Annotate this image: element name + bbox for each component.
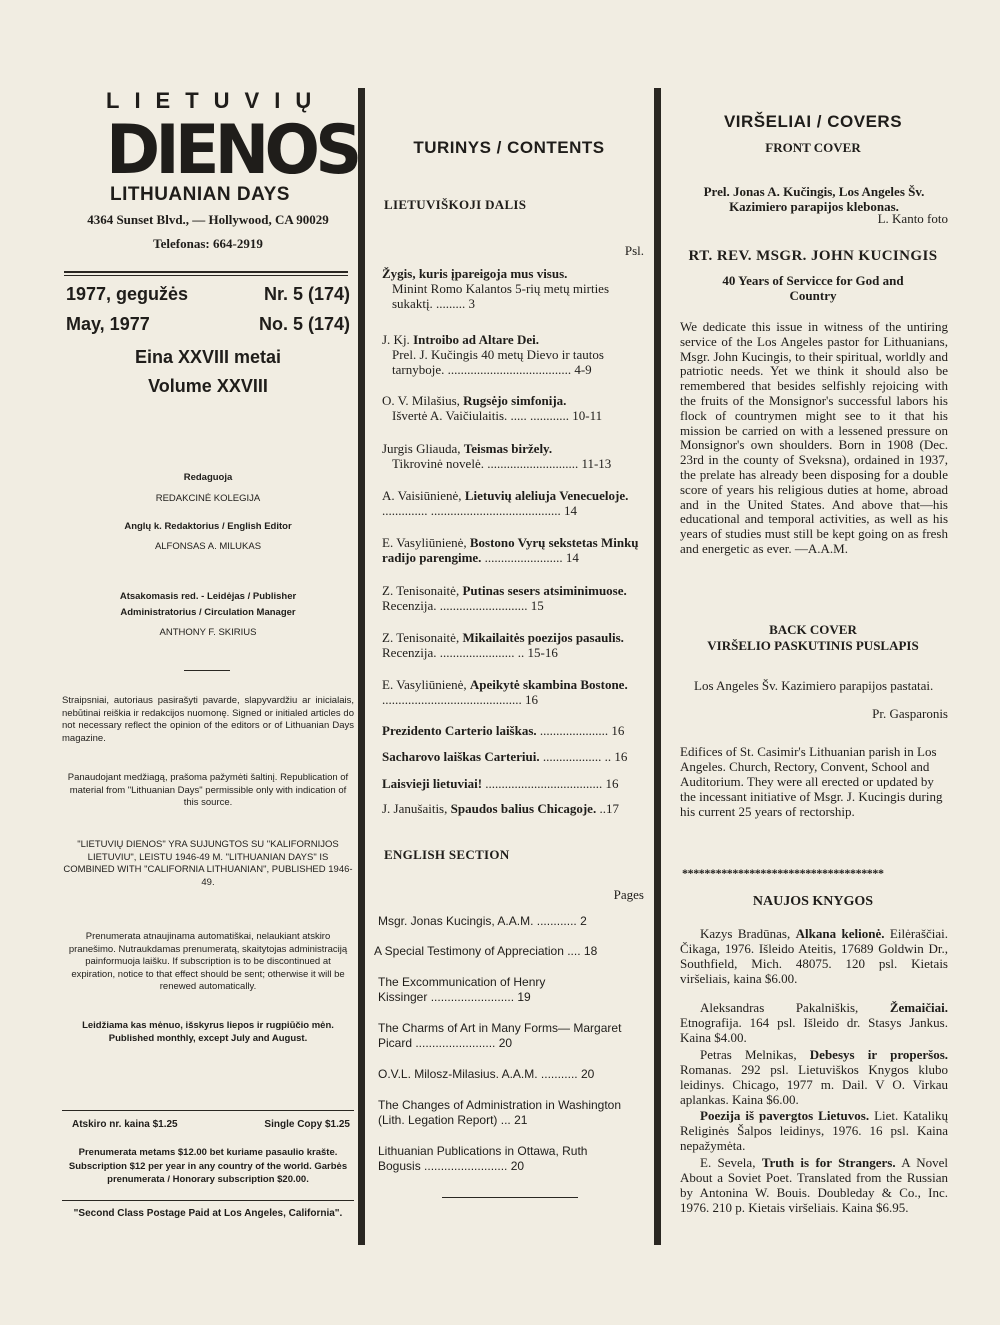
masthead-subtitle: LITHUANIAN DAYS [110,184,290,205]
toc-en-item: A Special Testimony of Appreciation .... 18 [374,944,598,958]
toc-item-desc: ........................................... 16 [382,692,538,707]
toc-item-title: Lietuvių aleliuja Venecueloje. [464,488,629,503]
toc-item [382,266,640,311]
toc-item-title: Spaudos balius Chicagoje. [450,801,597,816]
covers-title: VIRŠELIAI / COVERS [723,112,903,131]
toc-item [382,776,640,791]
toc-item-author: E. Vasyliūnienė, [382,535,467,550]
issue-rule [64,275,348,276]
back-cover-credit: Pr. Gasparonis [872,706,948,721]
english-editor-label: Anglų k. Redaktorius / English Editor [124,521,292,532]
front-cover-caption: Prel. Jonas A. Kučingis, Los Angeles Šv. Kazimiero parapijos klebonas. [703,184,925,214]
book-title: Žemaičiai. [889,1000,948,1015]
divider [442,1197,578,1198]
issue-row-en [66,314,350,335]
book-title: Truth is for Strangers. [761,1155,896,1170]
price-rule-bottom [62,1200,354,1201]
toc-item-desc: Išvertė A. Vaičiulaitis. ..... ............ 10-11 [392,408,603,423]
book-item [680,1047,948,1107]
back-cover-label: BACK COVER [769,622,857,637]
publisher-value: ANTHONY F. SKIRIUS [159,627,257,638]
toc-item-author: J. Kj. [382,332,410,347]
toc-item-author: J. Janušaitis, [382,801,448,816]
book-author: Aleksandras Pakalniškis, [700,1000,859,1015]
toc-item [382,441,640,471]
annual-subscription: Prenumerata metams $12.00 bet kuriame pasaulio krašte. Subscription $12 per year in any country of the world. Garbės prenumerata / Honorary subscription $20.00. [68,1147,348,1185]
book-details: Etnografija. 164 psl. Išleido dr. Stasys Jankus. Kaina $4.00. [680,1015,948,1045]
en-section-heading: ENGLISH SECTION [384,847,510,862]
book-details: Liet. Katalikų Religinės Šalpos leidinys, 1976. 16 psl. Kaina nepažymėta. [680,1108,949,1153]
toc-en-item: Msgr. Jonas Kucingis, A.A.M. ............ 2 [378,914,587,928]
book-author: Petras Melnikas, [700,1047,797,1062]
toc-en-item: The Changes of Administration in Washington (Lith. Legation Report) ... 21 [378,1098,622,1127]
toc-item-author: O. V. Milašius, [382,393,460,408]
circulation-label: Administratorius / Circulation Manager [120,607,296,618]
new-books-title: NAUJOS KNYGOS [752,894,874,909]
edited-label: Redaguoja [183,472,233,483]
toc-item [382,630,640,660]
toc-en-item: Lithuanian Publications in Ottawa, Ruth Bogusis ......................... 20 [378,1144,588,1173]
notice-republication: Panaudojant medžiagą, prašoma pažymėti šaltinį. Republication of material from "Lithuanian Days" permissible only with indication of this source. [67,772,349,809]
toc-item-author: Jurgis Gliauda, [382,441,461,456]
toc-item-desc: Minint Romo Kalantos 5-rių metų mirties sukaktį. ......... 3 [392,281,610,311]
issue-date-en: May, 1977 [66,314,150,334]
masthead-phone: Telefonas: 664-2919 [153,236,263,251]
notice-combined: "LIETUVIŲ DIENOS" YRA SUJUNGTOS SU "KALIFORNIJOS LIETUVIU", LEISTU 1946-49 M. "LITHUANIAN DAYS" IS COMBINED WITH "CALIFORNIA LITHUANIAN", PUBLISHED 1946-49. [63,839,353,888]
book-title: Poezija iš pavergtos Lietuvos. [700,1108,870,1123]
toc-item-desc: ........................ 14 [484,550,579,565]
article-subhead: 40 Years of Servicce for God and Country [722,273,904,303]
book-item [680,926,948,986]
masthead-top: LIETUVIŲ [106,88,327,113]
front-cover-label: FRONT COVER [765,140,861,155]
price-rule-top [62,1110,354,1111]
single-copy-lt: Atskiro nr. kaina $1.25 [72,1119,178,1130]
star-divider: ************************************ [682,866,884,880]
notice-monthly: Leidžiama kas mėnuo, išskyrus liepos ir rugpiūčio mėn. Published monthly, except July and August. [82,1020,334,1044]
article-body: We dedicate this issue in witness of the untiring service of the Los Angeles pastor for Lithuanians, Msgr. John Kucingis, to their spiritual, worldly and patriotic needs. Yet we think it should also be remembered that besides selfishly rejoicing with the fruits of the Monsignor's successful labors his flock of countrymen might see to it that his mission be carried on with a lessened pressure on Monsignor's own shoulders. Born in 1908 (Dec. 23rd in the county of Sveksna), ordained in 1937, the prelate has already been disposing for a double score of years his religious duties at home, abroad and in the United States. And above that—his educational and temporal activities, as well as his years of studies must still be kept going on as fresh and energetic as ever. —A.A.M. [680,319,948,556]
masthead-title: DIENOS [106,111,358,190]
single-copy-en: Single Copy $1.25 [264,1119,350,1130]
toc-item-title: Apeikytė skambina Bostone. [469,677,628,692]
toc-item-title: Laisvieji lietuviai! [382,776,483,791]
front-cover-credit: L. Kanto foto [877,211,948,226]
issue-number-lt: Nr. 5 (174) [263,284,350,304]
english-editor-value: ALFONSAS A. MILUKAS [154,541,262,552]
toc-item-desc: Tikrovinė novelė. ............................ 11-13 [392,456,612,471]
toc-item-title: Teismas biržely. [463,441,553,456]
book-details: A Novel About a Soviet Poet. Translated from the Russian by Antonina W. Bouis. Doubleday & Co., Inc. 1976. 210 p. Kietais viršeliais. Kaina $6.95. [680,1155,949,1215]
toc-item [382,535,640,565]
issue-volume-lt: Eina XXVIII metai [134,347,282,367]
article-headline: RT. REV. MSGR. JOHN KUCINGIS [688,248,938,264]
lt-pages-label: Psl. [624,243,644,258]
toc-en-item: O.V.L. Milosz-Milasius. A.A.M. ........... 20 [378,1067,595,1081]
toc-item-desc: Recenzija. ........................... 15 [382,598,544,613]
book-details: Romanas. 292 psl. Lietuviškos Knygos klubo leidinys. Chicago, 1977 m. Dail. V O. Virkau aplankas. Kaina $6.00. [680,1062,948,1107]
toc-item-author: E. Vasyliūnienė, [382,677,467,692]
column-rule-right [654,88,661,1245]
toc-item-author: A. Vaisiūnienė, [382,488,462,503]
toc-item [382,393,640,423]
toc-item-desc: ..17 [599,801,619,816]
toc-item [382,677,640,707]
postage-note: "Second Class Postage Paid at Los Angeles, California". [73,1208,343,1219]
lt-section-heading: LIETUVIŠKOJI DALIS [384,197,527,212]
book-item [680,1000,948,1045]
toc-item-title: Žygis, kuris įpareigoja mus visus. [382,266,568,281]
issue-number-en: No. 5 (174) [258,314,350,334]
toc-item-title: Bostono Vyrų sekstetas Minkų radijo parengime. [382,535,639,565]
toc-item-desc: .............. ........................................ 14 [382,503,577,518]
edited-value: REDAKCINĖ KOLEGIJA [155,493,261,504]
toc-en-item: The Charms of Art in Many Forms— Margaret Picard ........................ 20 [378,1021,622,1050]
toc-item [382,723,640,738]
toc-item-desc: Recenzija. ....................... .. 15-16 [382,645,558,660]
issue-volume-en: Volume XXVIII [148,376,268,396]
toc-item [382,583,640,613]
single-copy-row [72,1119,350,1130]
toc-item-title: Rugsėjo simfonija. [463,393,567,408]
toc-item-desc: .................. .. 16 [542,749,628,764]
issue-row-lt [66,284,350,305]
column-rule-left [358,88,365,1245]
masthead-address: 4364 Sunset Blvd., — Hollywood, CA 90029 [87,212,329,227]
toc-item [382,488,640,518]
book-details: Eilėraščiai. Čikaga, 1976. Išleido Ateitis, 17689 Goldwin Dr., Southfield, Mich. 48075. 120 psl. Kietais viršeliais, kaina $6.00. [680,926,949,986]
toc-item-title: Prezidento Carterio laiškas. [382,723,537,738]
back-cover-caption: Los Angeles Šv. Kazimiero parapijos pastatai. [694,678,934,693]
notice-opinion: Straipsniai, autoriaus pasirašyti pavarde, slapyvardžiu ar inicialais, nebūtinai reiškia ir redakcijos nuomonę. Signed or initialed articles do not necessary reflect the opinion of the editors or of Lithuanian Days magazine. [62,695,354,744]
toc-item [382,332,640,377]
divider [184,670,230,671]
toc-en-item: The Excommunication of Henry Kissinger ......................... 19 [378,975,546,1004]
publisher-label: Atsakomasis red. - Leidėjas / Publisher [119,591,297,602]
toc-item [382,749,640,764]
toc-item-desc: .................................... 16 [485,776,619,791]
book-author: E. Sevela, [700,1155,756,1170]
book-author: Kazys Bradūnas, [700,926,791,941]
book-item [680,1108,948,1153]
issue-date-lt: 1977, gegužės [66,284,189,304]
notice-subscription: Prenumerata atnaujinama automatiškai, nelaukiant atskiro pranešimo. Nutraukdamas prenumeratą, skaitytojas administraciją painformuoja laišku. If subscription is to be discontinued at expiration, notice to that effect should be sent; otherwise it will be renewed automatically. [68,931,348,993]
contents-title: TURINYS / CONTENTS [413,138,605,157]
en-pages-label: Pages [613,887,644,902]
issue-rule [64,271,348,273]
back-cover-description: Edifices of St. Casimir's Lithuanian parish in Los Angeles. Church, Rectory, Convent, School and Auditorium. They were all erected or updated by the incessant initiative of Msgr. J. Kucingis during his current 25 years of rectorship. [680,744,943,819]
toc-item-title: Putinas sesers atsiminimuose. [462,583,627,598]
toc-item-title: Mikailaitės poezijos pasaulis. [462,630,624,645]
book-title: Debesys ir properšos. [809,1047,949,1062]
book-item [680,1155,948,1215]
toc-item-author: Z. Tenisonaitė, [382,630,460,645]
toc-item [382,801,640,816]
toc-item-author: Z. Tenisonaitė, [382,583,460,598]
book-title: Alkana kelionė. [795,926,885,941]
toc-item-title: Sacharovo laiškas Carteriui. [382,749,540,764]
toc-item-desc: ..................... 16 [539,723,625,738]
toc-item-desc: Prel. J. Kučingis 40 metų Dievo ir tautos tarnyboje. ...................................... 4-9 [392,347,604,377]
toc-item-title: Introibo ad Altare Dei. [413,332,539,347]
back-cover-label-lt: VIRŠELIO PASKUTINIS PUSLAPIS [707,638,919,653]
